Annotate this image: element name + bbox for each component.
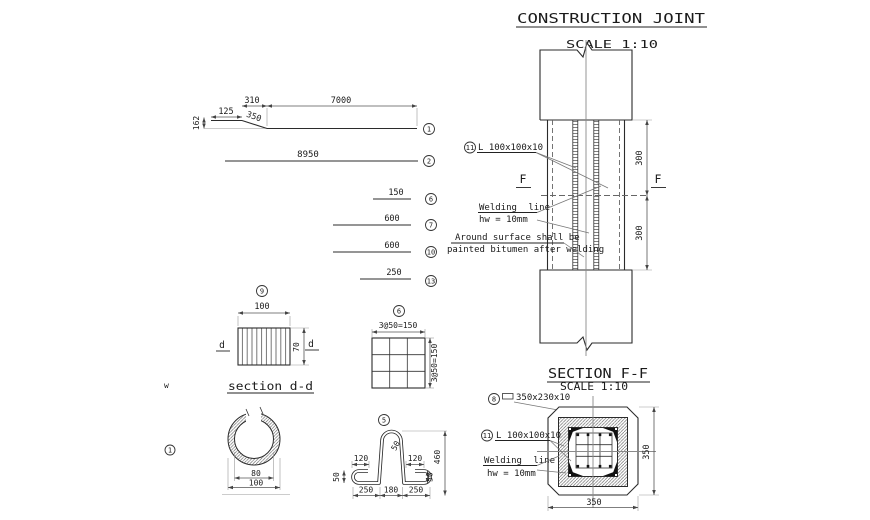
cut-label-d-left: d bbox=[219, 340, 225, 351]
section-mark-f-right: F bbox=[654, 172, 662, 186]
mark-2: 2 bbox=[426, 157, 432, 166]
mark-6b: 6 bbox=[396, 307, 402, 316]
angle-callout-label: L 100x100x10 bbox=[478, 143, 544, 153]
dim-460: 460 bbox=[433, 449, 442, 465]
welding-size-label: hw = 10mm bbox=[479, 215, 528, 225]
dim-125: 125 bbox=[218, 107, 234, 117]
leader-line bbox=[537, 220, 589, 233]
dim-50-left: 50 bbox=[332, 472, 341, 482]
rebar-dot bbox=[609, 465, 612, 468]
note-line2: painted bitumen after welding bbox=[447, 245, 605, 255]
title-section-ff: SECTION F-F bbox=[548, 367, 649, 382]
dim-150: 150 bbox=[388, 188, 404, 198]
hairpin-bar-detail bbox=[332, 415, 447, 500]
bar-detail-6 bbox=[373, 188, 437, 205]
mark-1: 1 bbox=[426, 125, 432, 134]
title-construction-joint: CONSTRUCTION JOINT bbox=[517, 12, 706, 27]
plate-callout-label: 350x230x10 bbox=[516, 393, 571, 403]
dim-600b: 600 bbox=[384, 241, 400, 251]
angle-callout-label-ff: L 100x100x10 bbox=[496, 431, 562, 441]
bar-detail-7 bbox=[333, 214, 437, 231]
rebar-dot bbox=[577, 434, 580, 437]
dim-7000: 7000 bbox=[330, 96, 352, 106]
title-section-dd: section d-d bbox=[228, 379, 313, 393]
mark-9: 9 bbox=[259, 287, 265, 296]
pipe-section-detail bbox=[222, 405, 290, 495]
mark-7: 7 bbox=[428, 221, 434, 230]
welding-line-label: Welding line bbox=[479, 203, 551, 213]
rebar-dot bbox=[599, 465, 602, 468]
rebar-dot bbox=[609, 434, 612, 437]
bar-detail-2 bbox=[225, 150, 435, 167]
bar-detail-13 bbox=[360, 268, 437, 287]
dim-250-left: 250 bbox=[358, 485, 374, 495]
dim-162: 162 bbox=[192, 115, 201, 131]
rebar-dot bbox=[587, 434, 590, 437]
scale-label-top: SCALE 1:10 bbox=[566, 39, 658, 51]
rebar-dot bbox=[599, 434, 602, 437]
pipe-inner-circle bbox=[235, 420, 274, 459]
mark-11b: 11 bbox=[482, 432, 492, 440]
rebar-dot bbox=[577, 465, 580, 468]
scale-label-bottom: SCALE 1:10 bbox=[560, 381, 628, 393]
plate-symbol-icon bbox=[503, 394, 514, 400]
mark-1b: 1 bbox=[167, 446, 173, 455]
mark-5: 5 bbox=[381, 416, 387, 425]
dim-350-bottom: 350 bbox=[586, 498, 602, 508]
dim-mesh-right: 3@50=150 bbox=[430, 343, 439, 383]
mark-8: 8 bbox=[491, 395, 497, 404]
dim-50-right: 50 bbox=[425, 472, 435, 482]
mark-10: 10 bbox=[426, 248, 436, 257]
dim-310: 310 bbox=[244, 96, 260, 106]
dim-70: 70 bbox=[292, 342, 301, 352]
dim-350-right: 350 bbox=[642, 444, 652, 460]
dim-600a: 600 bbox=[384, 214, 400, 224]
mesh-detail bbox=[372, 306, 439, 389]
cut-label-d-right: d bbox=[308, 339, 314, 350]
mark-13: 13 bbox=[426, 277, 436, 286]
dim-100: 100 bbox=[254, 302, 270, 312]
mesh-grid-outline bbox=[372, 338, 425, 388]
mark-11-label: 11 bbox=[465, 144, 475, 152]
leader-line bbox=[537, 186, 601, 213]
dim-350: 350 bbox=[244, 109, 263, 125]
dim-80: 80 bbox=[251, 469, 261, 478]
dim-180: 180 bbox=[383, 485, 399, 495]
section-ff bbox=[482, 367, 660, 511]
dim-120-left: 120 bbox=[353, 454, 369, 463]
welding-line-label-ff: Welding line bbox=[484, 456, 556, 466]
rebar-dot bbox=[587, 465, 590, 468]
dim-120-right: 120 bbox=[407, 454, 423, 463]
dim-mesh-top: 3@50=150 bbox=[378, 321, 418, 330]
mark-6: 6 bbox=[428, 195, 434, 204]
bar-detail-1 bbox=[192, 96, 435, 135]
bar-detail-10 bbox=[333, 241, 437, 258]
w-label: w bbox=[164, 381, 169, 390]
dim-100b: 100 bbox=[248, 478, 264, 488]
dim-250-right: 250 bbox=[408, 485, 424, 495]
section-dd-detail bbox=[216, 286, 319, 394]
dim-8950: 8950 bbox=[297, 150, 319, 160]
dim-300-lower: 300 bbox=[635, 225, 645, 241]
construction-joint-elevation bbox=[447, 40, 666, 356]
dim-300-upper: 300 bbox=[635, 150, 645, 166]
dim-50-peak: 50 bbox=[389, 439, 402, 453]
hatched-bar-section bbox=[238, 328, 290, 365]
dim-250: 250 bbox=[386, 268, 402, 278]
section-mark-f-left: F bbox=[519, 172, 527, 186]
welding-size-label-ff: hw = 10mm bbox=[487, 469, 536, 479]
note-line1: Around surface shall be bbox=[455, 233, 580, 243]
leader-line bbox=[536, 153, 576, 169]
